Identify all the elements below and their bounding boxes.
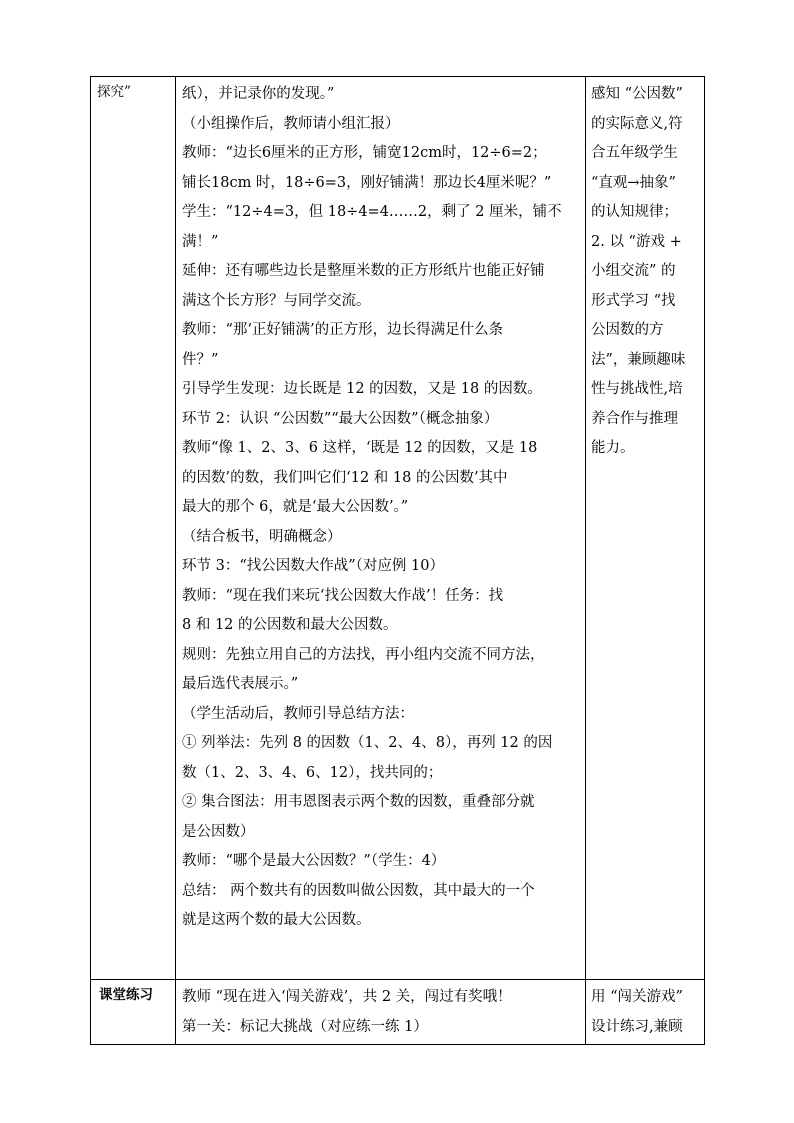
notes-line: 的认知规律；: [591, 204, 678, 220]
content-line: ② 集合图法：用韦恩图表示两个数的因数，重叠部分就: [182, 794, 535, 810]
section-label: 课堂练习: [99, 987, 153, 1003]
content-line: 8 和 12 的公因数和最大公因数。: [182, 617, 398, 633]
content-line: 是公因数）: [182, 823, 255, 840]
content-line: （小组操作后，教师请小组汇报）: [182, 115, 400, 132]
notes-line: 形式学习 “找: [591, 292, 676, 309]
content-line: 总结： 两个数共有的因数叫做公因数，其中最大的一个: [182, 882, 535, 899]
content-line: 的因数’的数，我们叫它们‘12 和 18 的公因数’其中: [182, 469, 508, 486]
content-line: 教师：“现在我们来玩‘找公因数大作战’！任务：找: [182, 587, 504, 604]
content-line: 环节 3：“找公因数大作战”（对应例 10）: [182, 558, 444, 574]
section-label-cell: [91, 980, 176, 1045]
content-line: 满！”: [182, 233, 219, 250]
content-line: 教师：“边长6厘米的正方形，铺宽12cm时，12÷6=2；: [182, 145, 547, 161]
content-line: 件？”: [182, 351, 219, 368]
content-line: 数（1、2、3、4、6、12），找共同的；: [182, 764, 443, 781]
content-line: 教师“像 1、2、3、6 这样，‘既是 12 的因数，又是 18: [182, 440, 538, 456]
content-line: （学生活动后，教师引导总结方法：: [182, 705, 414, 722]
notes-line: 小组交流” 的: [591, 263, 676, 279]
notes-cell: [586, 980, 705, 1045]
table-row-practice: [91, 980, 705, 1045]
content-line: 纸），并记录你的发现。”: [182, 86, 335, 102]
content-line: 教师：“哪个是最大公因数？”（学生：4）: [182, 853, 446, 869]
content-line: 学生：“12÷4=3，但 18÷4=4……2，剩了 2 厘米，铺不: [182, 204, 562, 220]
content-line: 最大的那个 6，就是‘最大公因数’。”: [182, 499, 409, 515]
content-line: 教师 “现在进入‘闯关游戏’，共 2 关，闯过有奖哦！: [182, 989, 512, 1005]
content-line: （结合板书，明确概念）: [182, 528, 342, 545]
notes-line: 设计练习,兼顾: [591, 1018, 683, 1035]
design-intent-notes: [586, 77, 704, 464]
notes-line: 法”，兼顾趣味: [591, 351, 686, 368]
content-cell: [176, 980, 586, 1045]
notes-line: 的实际意义,符: [591, 115, 683, 132]
notes-line: 合五年级学生: [591, 145, 678, 161]
design-intent-notes: [586, 980, 704, 1042]
notes-line: 性与挑战性,培: [591, 381, 683, 397]
notes-line: 能力。: [591, 440, 635, 456]
content-line: 就是这两个数的最大公因数。: [182, 912, 371, 928]
notes-line: 养合作与推理: [591, 410, 678, 427]
notes-line: 用 “闯关游戏”: [591, 989, 683, 1005]
teaching-content: [176, 77, 585, 936]
content-line: 环节 2：认识 “公因数”“最大公因数”（概念抽象）: [182, 410, 499, 427]
content-line: 引导学生发现：边长既是 12 的因数，又是 18 的因数。: [182, 381, 542, 397]
notes-line: 2. 以 “游戏 +: [591, 233, 682, 250]
content-line: 延伸：还有哪些边长是整厘米数的正方形纸片也能正好铺: [182, 263, 545, 279]
content-line: 第一关：标记大挑战（对应练一练 1）: [182, 1018, 428, 1035]
content-line: 最后选代表展示。”: [182, 676, 299, 692]
content-line: 铺长18cm 时，18÷6=3，刚好铺满！那边长4厘米呢？”: [182, 174, 552, 191]
notes-line: 感知 “公因数”: [591, 86, 683, 102]
notes-line: “直观→抽象”: [591, 174, 676, 191]
teaching-content: [176, 980, 585, 1042]
table-row-explore: [91, 77, 705, 980]
section-label: 探究”: [97, 84, 131, 100]
content-line: 满这个长方形？与同学交流。: [182, 292, 371, 309]
content-cell: [176, 77, 586, 980]
content-line: ① 列举法：先列 8 的因数（1、2、4、8），再列 12 的因: [182, 735, 553, 751]
section-label-cell: [91, 77, 176, 980]
notes-line: 公因数的方: [591, 322, 664, 338]
lesson-plan-table: [90, 76, 705, 1045]
content-line: 教师：“那‘正好铺满’的正方形，边长得满足什么条: [182, 322, 504, 338]
notes-cell: [586, 77, 705, 980]
content-line: 规则：先独立用自己的方法找，再小组内交流不同方法，: [182, 646, 545, 663]
